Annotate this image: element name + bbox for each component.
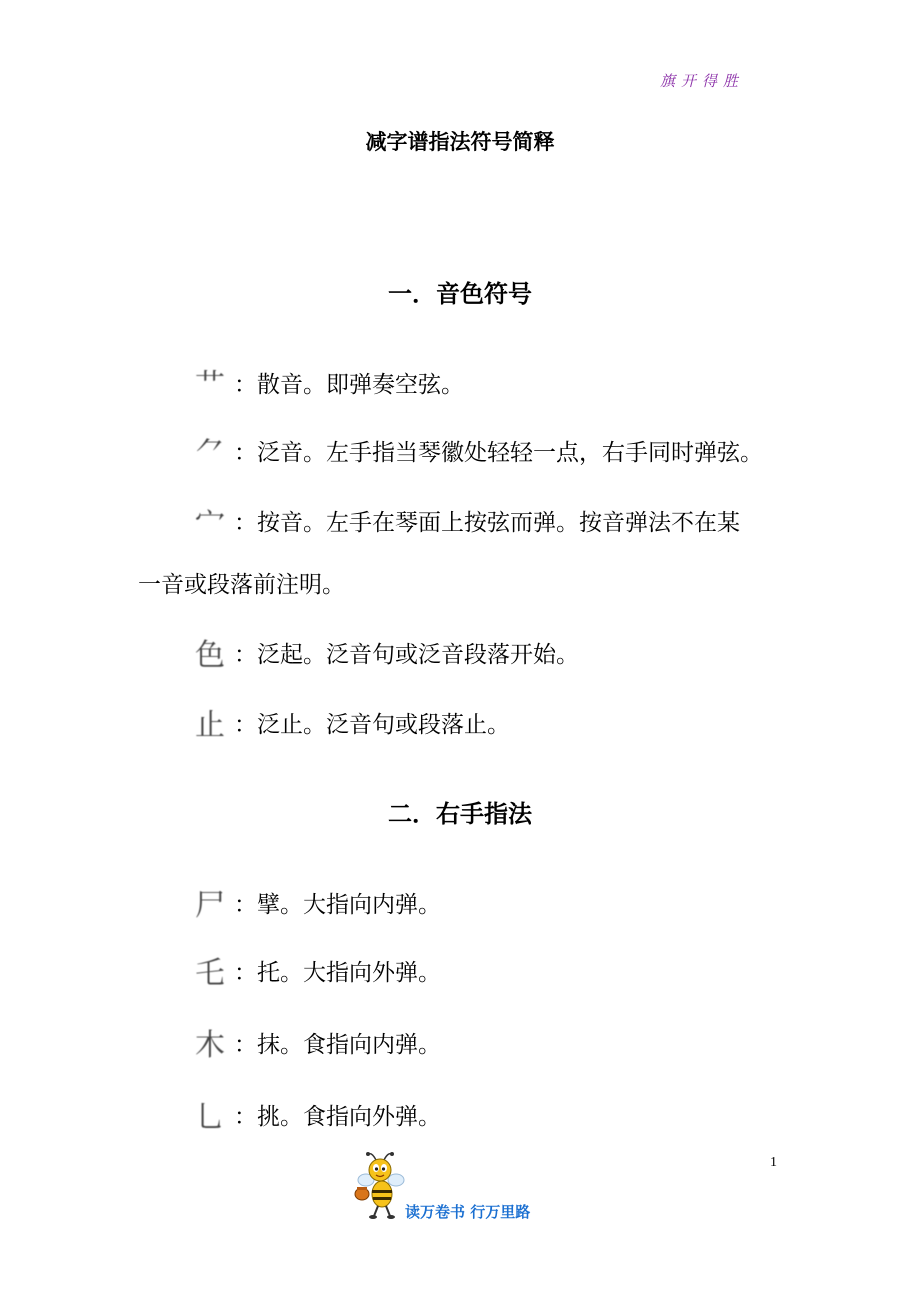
- page-number: 1: [770, 1155, 777, 1170]
- list-item: [190, 702, 510, 742]
- section-heading-right-hand: 二．右手指法: [388, 800, 532, 828]
- entry-text: ：泛音。左手指当琴徽处轻轻一点，右手同时弹弦。: [234, 439, 763, 466]
- list-item: [190, 430, 763, 470]
- list-item: [190, 362, 464, 402]
- entry-text: ：挑。食指向外弹。: [234, 1103, 441, 1130]
- document-title: 减字谱指法符号简释: [365, 130, 555, 154]
- bo-glyph-icon: 尸: [195, 888, 225, 923]
- list-item: [190, 882, 441, 922]
- list-item: [190, 500, 740, 540]
- entry-text-continuation: 一音或段落前注明。: [138, 572, 345, 598]
- entry-text: ：托。大指向外弹。: [234, 959, 441, 986]
- header-tag: 旗开得胜: [660, 72, 745, 90]
- tiao-glyph-icon: 乚: [195, 1100, 225, 1135]
- harmonic-stop-glyph-icon: 止: [195, 708, 225, 743]
- bee-mascot-icon: [352, 1150, 408, 1222]
- entry-text: ：散音。即弹奏空弦。: [234, 371, 464, 398]
- tuo-glyph-icon: 乇: [195, 956, 225, 991]
- section-heading-timbre: 一．音色符号: [388, 280, 532, 308]
- list-item: [190, 1094, 441, 1134]
- footer-slogan: 读万卷书 行万里路: [405, 1203, 531, 1221]
- entry-text: ：按音。左手在琴面上按弦而弹。按音弹法不在某: [234, 509, 740, 536]
- stopped-tone-glyph-icon: 宀: [195, 506, 225, 541]
- mo-glyph-icon: 木: [195, 1028, 225, 1063]
- entry-text: ：擘。大指向内弹。: [234, 891, 441, 918]
- harmonic-start-glyph-icon: 色: [195, 638, 225, 673]
- entry-text: ：泛起。泛音句或泛音段落开始。: [234, 641, 579, 668]
- list-item: [190, 950, 441, 990]
- entry-text: ：抹。食指向内弹。: [234, 1031, 441, 1058]
- entry-text: ：泛止。泛音句或段落止。: [234, 711, 510, 738]
- list-item: [190, 1022, 441, 1062]
- scatter-tone-glyph-icon: 艹: [195, 368, 225, 403]
- list-item: [190, 632, 579, 672]
- harmonic-glyph-icon: ⺈: [195, 436, 225, 471]
